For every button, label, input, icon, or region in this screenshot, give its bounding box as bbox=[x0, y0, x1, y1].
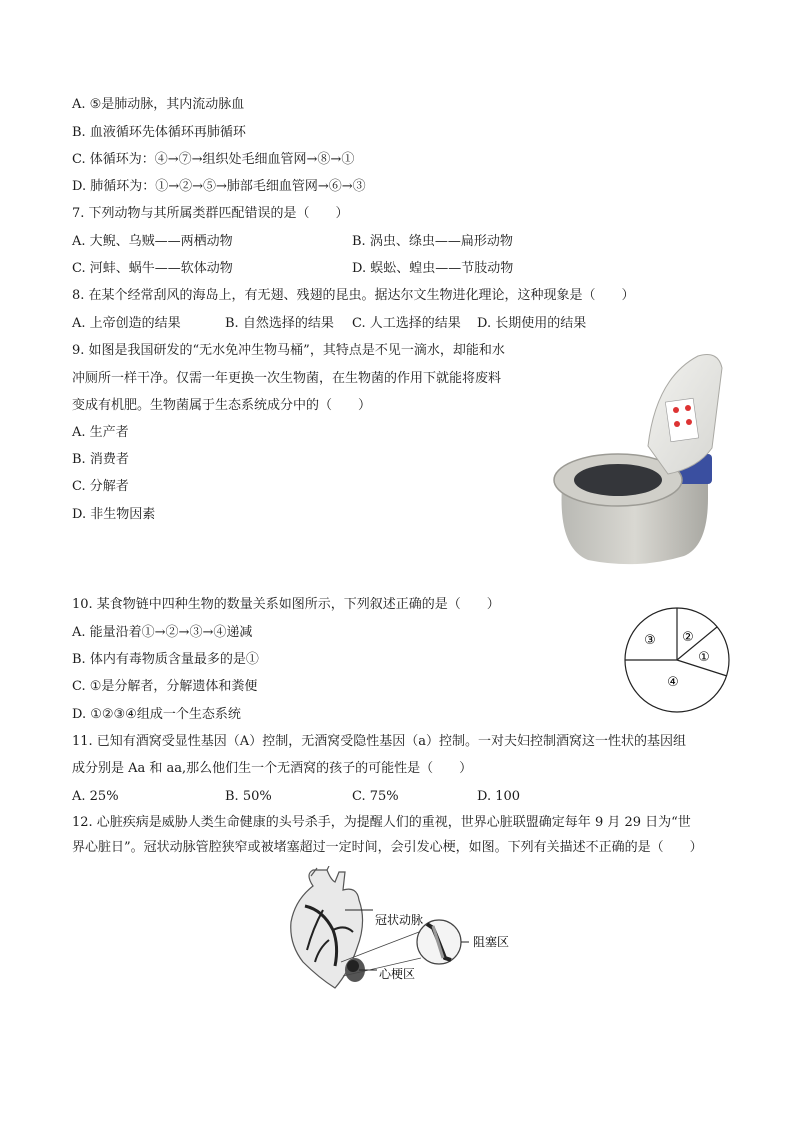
pie-label-2: ② bbox=[682, 630, 694, 645]
pie-label-1: ① bbox=[698, 650, 710, 665]
q10-option-a: A. 能量沿着①→②→③→④递减 bbox=[72, 625, 253, 640]
q6-option-d: D. 肺循环为：①→②→⑤→肺部毛细血管网→⑥→③ bbox=[72, 179, 366, 194]
q9-stem-line1: 9. 如图是我国研发的“无水免冲生物马桶”，其特点是不见一滴水，却能和水 bbox=[72, 343, 505, 358]
label-coronary-artery: 冠状动脉 bbox=[375, 913, 424, 927]
q12-stem-line1: 12. 心脏疾病是威胁人类生命健康的头号杀手，为提醒人们的重视，世界心脏联盟确定每年 9 月 29 日为“世 bbox=[72, 815, 691, 830]
q7-option-c: C. 河蚌、蜗牛——软体动物 bbox=[72, 261, 233, 276]
q7-option-b: B. 涡虫、绦虫——扁形动物 bbox=[352, 234, 513, 249]
q10-option-b: B. 体内有毒物质含量最多的是① bbox=[72, 652, 259, 667]
q9-option-b: B. 消费者 bbox=[72, 452, 129, 467]
q7-option-d: D. 蜈蚣、蝗虫——节肢动物 bbox=[352, 261, 514, 276]
organism-quantity-pie bbox=[623, 606, 731, 714]
heart-infarction-diagram bbox=[283, 866, 523, 996]
label-blocked-area: 阻塞区 bbox=[473, 935, 510, 949]
q11-option-d: D. 100 bbox=[477, 789, 521, 804]
q11-option-b: B. 50% bbox=[225, 789, 272, 804]
q7-option-a: A. 大鲵、乌贼——两栖动物 bbox=[72, 234, 233, 249]
q6-option-c: C. 体循环为：④→⑦→组织处毛细血管网→⑧→① bbox=[72, 152, 355, 167]
q11-stem-line1: 11. 已知有酒窝受显性基因（A）控制，无酒窝受隐性基因（a）控制。一对夫妇控制酒窝这一性状的基因组 bbox=[72, 734, 686, 749]
q9-option-a: A. 生产者 bbox=[72, 425, 129, 440]
q11-option-a: A. 25% bbox=[72, 789, 119, 804]
q12-stem-line2: 界心脏日”。冠状动脉管腔狭窄或被堵塞超过一定时间，会引发心梗，如图。下列有关描述不正确的是（ ） bbox=[72, 840, 703, 855]
q9-option-d: D. 非生物因素 bbox=[72, 507, 156, 522]
q10-stem: 10. 某食物链中四种生物的数量关系如图所示，下列叙述正确的是（ ） bbox=[72, 597, 500, 612]
label-infarct-area: 心梗区 bbox=[379, 967, 416, 981]
q7-stem: 7. 下列动物与其所属类群匹配错误的是（ ） bbox=[72, 206, 349, 221]
q8-option-c: C. 人工选择的结果 bbox=[352, 316, 461, 331]
q9-stem-line2: 冲厕所一样干净。仅需一年更换一次生物菌，在生物菌的作用下就能将废料 bbox=[72, 371, 502, 386]
pie-label-3: ③ bbox=[644, 633, 656, 648]
q8-option-a: A. 上帝创造的结果 bbox=[72, 316, 181, 331]
q6-option-b: B. 血液循环先体循环再肺循环 bbox=[72, 125, 246, 140]
q8-option-b: B. 自然选择的结果 bbox=[225, 316, 334, 331]
q10-option-d: D. ①②③④组成一个生态系统 bbox=[72, 707, 241, 722]
q11-option-c: C. 75% bbox=[352, 789, 399, 804]
q8-option-d: D. 长期使用的结果 bbox=[477, 316, 587, 331]
q9-option-c: C. 分解者 bbox=[72, 479, 129, 494]
pie-label-4: ④ bbox=[667, 675, 679, 690]
q11-stem-line2: 成分别是 Aa 和 aa,那么他们生一个无酒窝的孩子的可能性是（ ） bbox=[72, 761, 473, 776]
bio-toilet-image bbox=[548, 348, 726, 568]
q6-option-a: A. ⑤是肺动脉，其内流动脉血 bbox=[72, 97, 245, 112]
q8-stem: 8. 在某个经常刮风的海岛上，有无翅、残翅的昆虫。据达尔文生物进化理论，这种现象是（ ） bbox=[72, 288, 635, 303]
q10-option-c: C. ①是分解者，分解遗体和粪便 bbox=[72, 679, 258, 694]
q9-stem-line3: 变成有机肥。生物菌属于生态系统成分中的（ ） bbox=[72, 398, 372, 413]
